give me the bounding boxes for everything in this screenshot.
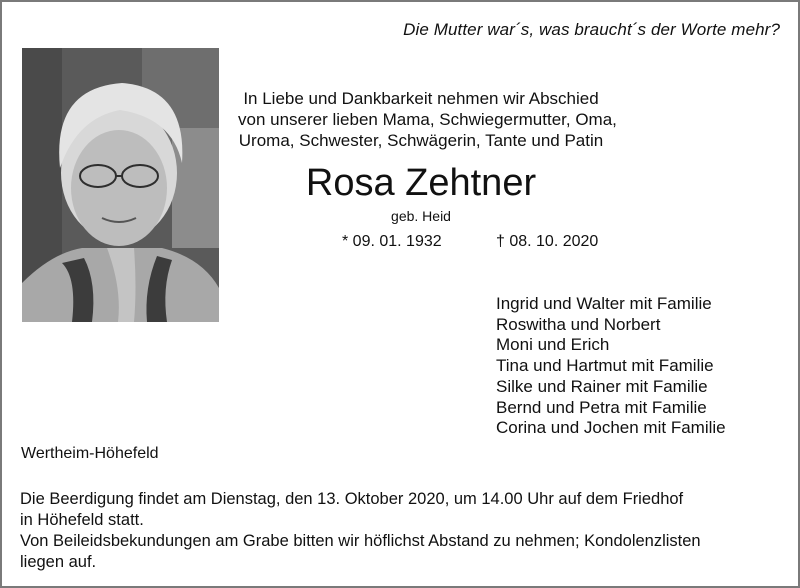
mourner-entry: Ingrid und Walter mit Familie bbox=[496, 294, 712, 313]
place-name: Wertheim-Höhefeld bbox=[21, 445, 159, 462]
notice-line: Von Beileidsbekundungen am Grabe bitten wir höflichst Abstand zu nehmen; Kondolenzlisten bbox=[20, 532, 701, 550]
notice-line: liegen auf. bbox=[20, 553, 97, 571]
mourners-list bbox=[496, 294, 726, 439]
funeral-notice bbox=[20, 489, 790, 573]
mourner-entry: Corina und Jochen mit Familie bbox=[496, 418, 726, 438]
death-date: † 08. 10. 2020 bbox=[496, 233, 599, 250]
mourner-entry: Moni und Erich bbox=[496, 335, 610, 355]
farewell-line: Uroma, Schwester, Schwägerin, Tante und Patin bbox=[238, 131, 604, 150]
mourner-entry: Silke und Rainer mit Familie bbox=[496, 376, 708, 396]
mourner-entry: Bernd und Petra mit Familie bbox=[496, 397, 707, 417]
mourner-entry: Tina und Hartmut mit Familie bbox=[496, 356, 714, 376]
notice-line: Die Beerdigung findet am Dienstag, den 13. Oktober 2020, um 14.00 Uhr auf dem Friedhof bbox=[20, 490, 684, 508]
birth-date: * 09. 01. 1932 bbox=[342, 233, 442, 250]
farewell-line: In Liebe und Dankbarkeit nehmen wir Abschied bbox=[243, 89, 599, 108]
notice-line: in Höhefeld statt. bbox=[20, 511, 144, 529]
farewell-line: von unserer lieben Mama, Schwiegermutter, Oma, bbox=[238, 110, 617, 129]
deceased-name: Rosa Zehtner bbox=[305, 162, 537, 204]
portrait-photo bbox=[22, 48, 219, 322]
birth-name: geb. Heid bbox=[391, 208, 451, 224]
motto-quote: Die Mutter war´s, was braucht´s der Worte mehr? bbox=[403, 20, 780, 39]
farewell-text bbox=[238, 88, 617, 151]
mourner-entry: Roswitha und Norbert bbox=[496, 314, 661, 334]
